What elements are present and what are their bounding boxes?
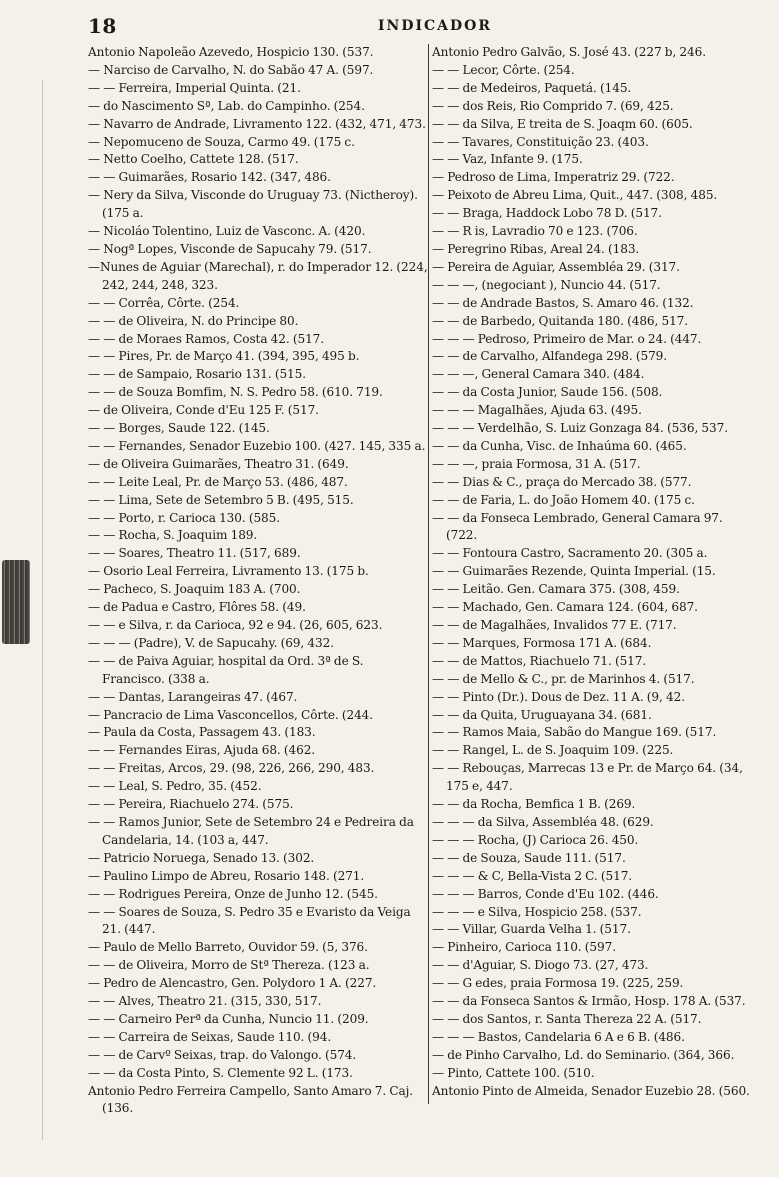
directory-entry: — Pedroso de Lima, Imperatriz 29. (722. — [432, 170, 675, 185]
directory-entry: — — de Souza Bomfim, N. S. Pedro 58. (610. 719. — [88, 385, 383, 400]
directory-entry: — — da Costa Pinto, S. Clemente 92 L. (173. — [88, 1065, 353, 1080]
directory-entry: — — Leite Leal, Pr. de Março 53. (486, 487. — [88, 474, 348, 489]
directory-entry: — — de Moraes Ramos, Costa 42. (517. — [88, 331, 324, 346]
directory-entry: — — Pires, Pr. de Março 41. (394, 395, 495 b. — [88, 349, 360, 364]
directory-entry: — Pinto, Cattete 100. (510. — [432, 1065, 595, 1080]
directory-entry: — — Lima, Sete de Setembro 5 B. (495, 515. — [88, 492, 354, 507]
directory-entry: — Pancracio de Lima Vasconcellos, Côrte. (244. — [88, 707, 374, 722]
directory-entry: — — Soares de Souza, S. Pedro 35 e Evaristo da Veiga 21. (447. — [88, 904, 411, 937]
directory-entry: — — Guimarães, Rosario 142. (347, 486. — [88, 170, 331, 185]
directory-entry: — Peixoto de Abreu Lima, Quit., 447. (308, 485. — [432, 188, 718, 203]
directory-entry: — — de Sampaio, Rosario 131. (515. — [88, 367, 306, 382]
directory-entry: —Nunes de Aguiar (Marechal), r. do Imperador 12. (224, 242, 244, 248, 323. — [88, 259, 428, 292]
directory-entry: — — — Barros, Conde d'Eu 102. (446. — [432, 886, 659, 901]
directory-entry: — — — & C, Bella-Vista 2 C. (517. — [432, 868, 633, 883]
directory-entry: — — Rodrigues Pereira, Onze de Junho 12. (545. — [88, 886, 378, 901]
left-column — [88, 44, 428, 1124]
directory-entry: — — Borges, Saude 122. (145. — [88, 421, 270, 436]
directory-entry: — — de Magalhães, Invalidos 77 E. (717. — [432, 618, 677, 632]
directory-entry: — — Rebouças, Marrecas 13 e Pr. de Março 64. (34, 175 e, 447. — [432, 761, 743, 794]
directory-entry: — — de Oliveira, N. do Principe 80. — [88, 313, 299, 328]
directory-entry: — — — Verdelhão, S. Luiz Gonzaga 84. (536, 537. — [432, 421, 728, 436]
directory-entry: — Pedro de Alencastro, Gen. Polydoro 1 A. (227. — [88, 976, 377, 991]
directory-entry: — — Dantas, Larangeiras 47. (467. — [88, 689, 298, 704]
directory-entry: — — — e Silva, Hospicio 258. (537. — [432, 904, 642, 919]
directory-entry: — Osorio Leal Ferreira, Livramento 13. (175 b. — [88, 564, 369, 579]
directory-entry: — — Leal, S. Pedro, 35. (452. — [88, 779, 262, 794]
directory-entry: — — — Rocha, (J) Carioca 26. 450. — [432, 832, 639, 847]
directory-entry: Antonio Pedro Galvão, S. José 43. (227 b, 246. — [432, 45, 706, 59]
directory-entry: — Peregrino Ribas, Areal 24. (183. — [432, 241, 640, 256]
directory-entry: — — Ramos Maia, Sabão do Mangue 169. (517. — [432, 725, 717, 740]
directory-entry: — — R is, Lavradio 70 e 123. (706. — [432, 224, 638, 239]
directory-entry: — — de Paiva Aguiar, hospital da Ord. 3ª de S. Francisco. (338 a. — [88, 653, 364, 686]
directory-entry: — — Soares, Theatro 11. (517, 689. — [88, 546, 301, 561]
directory-entry: — — Rocha, S. Joaquim 189. — [88, 528, 258, 543]
directory-entry: — — Dias & C., praça do Mercado 38. (577. — [432, 474, 692, 489]
running-title: INDICADOR — [378, 18, 493, 34]
directory-entry: — — Guimarães Rezende, Quinta Imperial. (15. — [432, 564, 716, 579]
directory-entry: — — Lecor, Côrte. (254. — [432, 62, 575, 77]
directory-entry: — — da Fonseca Lembrado, General Camara 97. (722. — [432, 510, 723, 543]
directory-entry: — Navarro de Andrade, Livramento 122. (432, 471, 473. — [88, 116, 426, 131]
directory-entry: Antonio Pinto de Almeida, Senador Euzebio 28. (560. — [432, 1083, 750, 1098]
directory-entry: — Pinheiro, Carioca 110. (597. — [432, 940, 616, 955]
directory-entry: — — e Silva, r. da Carioca, 92 e 94. (26, 605, 623. — [88, 618, 383, 632]
directory-entry: — — Vaz, Infante 9. (175. — [432, 152, 583, 167]
directory-entry: — — — Bastos, Candelaria 6 A e 6 B. (486. — [432, 1029, 685, 1044]
directory-entry: — — Fernandes, Senador Euzebio 100. (427. 145, 335 a. — [88, 438, 426, 453]
directory-entry: — — G edes, praia Formosa 19. (225, 259. — [432, 976, 684, 991]
directory-entry: — — Carneiro Perª da Cunha, Nuncio 11. (209. — [88, 1011, 369, 1026]
directory-entry: — Paula da Costa, Passagem 43. (183. — [88, 725, 316, 740]
directory-entry: — Nogª Lopes, Visconde de Sapucahy 79. (517. — [88, 241, 372, 256]
directory-entry: — — da Silva, E treita de S. Joaqm 60. (605. — [432, 116, 693, 131]
directory-entry: — — — Magalhães, Ajuda 63. (495. — [432, 403, 642, 418]
directory-entry: — — Porto, r. Carioca 130. (585. — [88, 510, 280, 525]
directory-entry: — — Pereira, Riachuelo 274. (575. — [88, 797, 294, 812]
directory-entry: — — de Mello & C., pr. de Marinhos 4. (517. — [432, 671, 695, 686]
directory-entry: — Nicoláo Tolentino, Luiz de Vasconc. A. (420. — [88, 224, 366, 239]
directory-entry: — — da Rocha, Bemfica 1 B. (269. — [432, 797, 636, 812]
directory-entry: Antonio Napoleão Azevedo, Hospicio 130. (537. — [88, 45, 374, 59]
directory-entry: — — Ramos Junior, Sete de Setembro 24 e Pedreira da Candelaria, 14. (103 a, 447. — [88, 814, 414, 847]
directory-entry: — — de Barbedo, Quitanda 180. (486, 517. — [432, 313, 689, 328]
directory-entry: — — de Medeiros, Paquetá. (145. — [432, 80, 632, 95]
directory-entry: — de Pinho Carvalho, Ld. do Seminario. (364, 366. — [432, 1047, 735, 1062]
directory-entry: — — d'Aguiar, S. Diogo 73. (27, 473. — [432, 958, 649, 973]
directory-entry: — — Rangel, L. de S. Joaquim 109. (225. — [432, 743, 674, 758]
directory-entry: — — da Quita, Uruguayana 34. (681. — [432, 707, 652, 722]
directory-entry: — de Oliveira Guimarães, Theatro 31. (649. — [88, 456, 349, 471]
directory-entry: — — de Mattos, Riachuelo 71. (517. — [432, 653, 647, 668]
directory-entry: — de Oliveira, Conde d'Eu 125 F. (517. — [88, 403, 319, 418]
directory-entry: — — Machado, Gen. Camara 124. (604, 687. — [432, 600, 698, 615]
directory-entry: — Netto Coelho, Cattete 128. (517. — [88, 152, 299, 167]
directory-entry: — — da Cunha, Visc. de Inhaúma 60. (465. — [432, 438, 687, 453]
directory-entry: — — Freitas, Arcos, 29. (98, 226, 266, 290, 483. — [88, 761, 375, 776]
directory-entry: — — dos Reis, Rio Comprido 7. (69, 425. — [432, 98, 674, 113]
directory-columns — [88, 44, 756, 1124]
directory-entry: — Paulo de Mello Barreto, Ouvidor 59. (5, 376. — [88, 940, 368, 955]
directory-entry: — — de Oliveira, Morro de Stª Thereza. (123 a. — [88, 958, 370, 973]
directory-entry: — — —, praia Formosa, 31 A. (517. — [432, 456, 641, 471]
directory-entry: — — — Pedroso, Primeiro de Mar. o 24. (447. — [432, 331, 702, 346]
directory-entry: — — da Costa Junior, Saude 156. (508. — [432, 385, 663, 400]
directory-entry: — — Fernandes Eiras, Ajuda 68. (462. — [88, 743, 316, 758]
directory-entry: — — Marques, Formosa 171 A. (684. — [432, 635, 652, 650]
right-column — [432, 44, 754, 1124]
directory-entry: — — Pinto (Dr.). Dous de Dez. 11 A. (9, 42. — [432, 689, 685, 704]
directory-entry: — — de Souza, Saude 111. (517. — [432, 850, 626, 865]
directory-entry: — Nery da Silva, Visconde do Uruguay 73. (Nictheroy). (175 a. — [88, 188, 418, 221]
directory-entry: — — Villar, Guarda Velha 1. (517. — [432, 922, 631, 937]
directory-entry: — — — (Padre), V. de Sapucahy. (69, 432. — [88, 635, 334, 650]
directory-entry: — do Nascimento Sª, Lab. do Campinho. (254. — [88, 98, 365, 113]
directory-entry: — Patricio Noruega, Senado 13. (302. — [88, 850, 315, 865]
page-header — [88, 14, 739, 40]
directory-entry: Antonio Pedro Ferreira Campello, Santo Amaro 7. Caj. (136. — [88, 1083, 414, 1116]
directory-entry: — — de Faria, L. do João Homem 40. (175 c. — [432, 492, 695, 507]
directory-entry: — — Ferreira, Imperial Quinta. (21. — [88, 80, 301, 95]
directory-entry: — — —, General Camara 340. (484. — [432, 367, 645, 382]
directory-entry: — — de Andrade Bastos, S. Amaro 46. (132. — [432, 295, 694, 310]
directory-entry: — — de Carvalho, Alfandega 298. (579. — [432, 349, 668, 364]
margin-line — [42, 80, 43, 1140]
directory-entry: — de Padua e Castro, Flôres 58. (49. — [88, 600, 306, 615]
directory-entry: — — Alves, Theatro 21. (315, 330, 517. — [88, 994, 322, 1009]
directory-entry: — — Tavares, Constituição 23. (403. — [432, 134, 649, 149]
binding-stain — [2, 560, 30, 644]
directory-entry: — Paulino Limpo de Abreu, Rosario 148. (271. — [88, 868, 365, 883]
directory-entry: — — da Fonseca Santos & Irmão, Hosp. 178 A. (537. — [432, 994, 746, 1009]
column-divider — [428, 44, 429, 1104]
page-number: 18 — [88, 14, 117, 38]
directory-entry: — Nepomuceno de Souza, Carmo 49. (175 c. — [88, 134, 355, 149]
directory-entry: — — Leitão. Gen. Camara 375. (308, 459. — [432, 582, 680, 597]
directory-entry: — Pereira de Aguiar, Assembléa 29. (317. — [432, 259, 680, 274]
directory-entry: — — — da Silva, Assembléa 48. (629. — [432, 814, 654, 829]
directory-entry: — — Fontoura Castro, Sacramento 20. (305 a. — [432, 546, 708, 561]
directory-entry: — — Braga, Haddock Lobo 78 D. (517. — [432, 206, 662, 221]
directory-entry: — — —, (negociant ), Nuncio 44. (517. — [432, 277, 661, 292]
directory-entry: — — Carreira de Seixas, Saude 110. (94. — [88, 1029, 332, 1044]
directory-entry: — Pacheco, S. Joaquim 183 A. (700. — [88, 582, 301, 597]
directory-entry: — — Corrêa, Côrte. (254. — [88, 295, 240, 310]
directory-entry: — Narciso de Carvalho, N. do Sabão 47 A. (597. — [88, 62, 374, 77]
directory-entry: — — dos Santos, r. Santa Thereza 22 A. (517. — [432, 1011, 702, 1026]
directory-entry: — — de Carvº Seixas, trap. do Valongo. (574. — [88, 1047, 357, 1062]
